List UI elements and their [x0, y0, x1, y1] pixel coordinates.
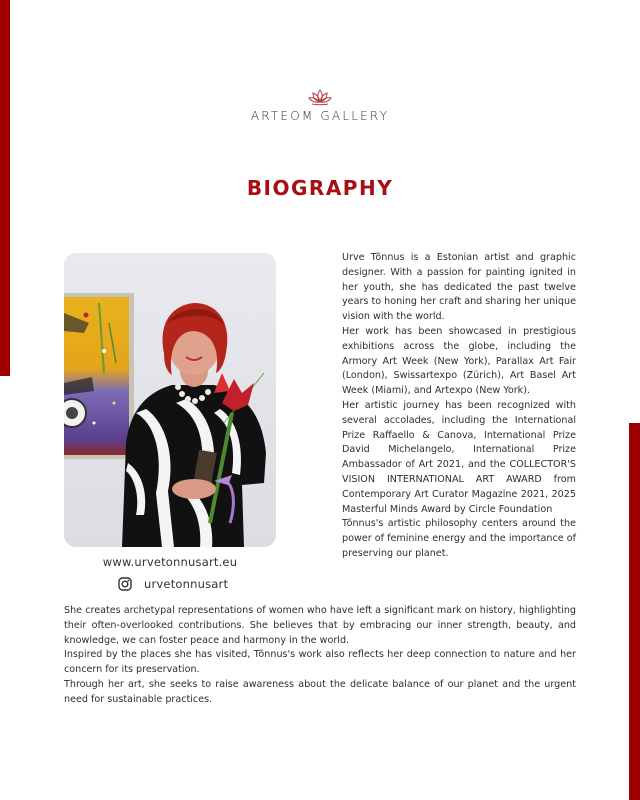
- gallery-logo[interactable]: [0, 88, 640, 123]
- instagram-icon: [118, 577, 132, 591]
- bio-bottom-section: [64, 604, 576, 708]
- artist-photo: [64, 253, 276, 547]
- painting: [64, 293, 134, 459]
- right-accent-bar: [629, 423, 640, 800]
- page-title: BIOGRAPHY: [246, 176, 394, 200]
- bio-paragraph: Her artistic journey has been recognized with several accolades, including the International Prize Raffaello & Canova, International Prize David Michelangelo, International Prize Ambassador of Art 2021, and the COLLECTOR'S VISION INTERNATIONAL ART AWARD from Contemporary Art Curator Magazine 2021, 2025 Masterful Minds Award by Circle Foundation: [342, 399, 576, 515]
- bio-paragraph: Her work has been showcased in prestigious exhibitions across the globe, including the Armory Art Week (New York), Parallax Art Fair (London), Swissartexpo (Zürich), Art Basel Art Week (Miami), and Artexpo (New York).: [342, 325, 576, 397]
- bio-paragraph: She creates archetypal representations of women who have left a significant mark on history, highlighting their often-overlooked contributions. She believes that by embracing our inner strength, beauty, and knowledge, we can foster peace and harmony in the world.: [64, 605, 576, 646]
- lotus-icon: [308, 88, 332, 106]
- bio-side-column: [342, 251, 576, 562]
- bio-paragraph: Inspired by the places she has visited, Tõnnus's work also reflects her deep connection to nature and her concern for its preservation.: [64, 649, 576, 676]
- bio-paragraph: Through her art, she seeks to raise awareness about the delicate balance of our planet and the urgent need for sustainable practices.: [64, 678, 576, 705]
- bio-paragraph: Tõnnus's artistic philosophy centers around the power of feminine energy and the importance of preserving our planet.: [342, 518, 576, 559]
- artist-photo-illustration: [64, 253, 276, 547]
- instagram-handle: urvetonnusart: [144, 577, 229, 591]
- gallery-name: ARTEOM GALLERY: [250, 109, 390, 123]
- bio-paragraph: Urve Tõnnus is a Estonian artist and graphic designer. With a passion for painting ignited in her youth, she has dedicated the past twelve years to honing her craft and sharing her unique vision with the world.: [342, 252, 576, 323]
- website-link[interactable]: www.urvetonnusart.eu: [102, 555, 238, 569]
- instagram-link[interactable]: [118, 576, 228, 592]
